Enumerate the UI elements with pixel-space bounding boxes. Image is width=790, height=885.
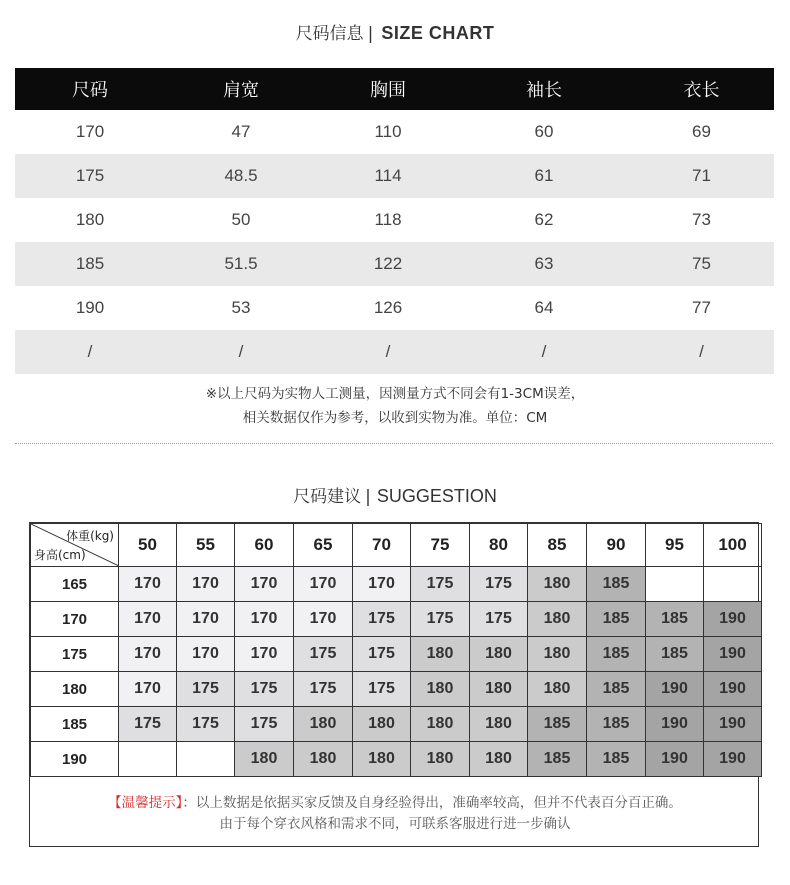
- suggested-size-cell: 180: [528, 672, 587, 707]
- suggested-size-cell: 180: [470, 707, 528, 742]
- size-chart-cell: /: [15, 330, 165, 374]
- weight-header: 55: [177, 524, 235, 567]
- suggested-size-cell: 180: [353, 742, 411, 777]
- size-chart-cell: 170: [75, 122, 105, 141]
- weight-header: 65: [294, 524, 353, 567]
- size-chart-cell: 75: [629, 242, 774, 286]
- size-chart-cell: 175: [15, 154, 165, 198]
- note-line-2: 相关数据仅作为参考，以收到实物为准。单位：CM: [242, 410, 548, 426]
- suggested-size-cell: 190: [704, 707, 762, 742]
- weight-header: 75: [411, 524, 470, 567]
- suggested-size-cell: 180: [470, 637, 528, 672]
- suggested-size-cell: 175: [177, 672, 235, 707]
- size-chart-cell: 114: [317, 154, 459, 198]
- suggested-size-cell: 185: [528, 742, 587, 777]
- suggestion-header-row: [31, 524, 762, 567]
- suggested-size-cell: 175: [353, 602, 411, 637]
- height-header: 180: [31, 672, 119, 707]
- suggested-size-cell: [646, 567, 704, 602]
- height-header: 170: [31, 602, 119, 637]
- size-chart-cell: 47: [231, 122, 251, 141]
- suggestion-row: [31, 707, 762, 742]
- weight-header: 90: [587, 524, 646, 567]
- size-chart-row: [15, 242, 774, 286]
- corner-weight-label: 体重(kg): [66, 529, 114, 543]
- title-en: SIZE CHART: [381, 23, 495, 43]
- suggestion-box: [29, 522, 759, 847]
- size-chart-cell: 48.5: [165, 154, 317, 198]
- suggested-size-cell: 180: [470, 742, 528, 777]
- height-header: 175: [31, 637, 119, 672]
- suggested-size-cell: 180: [235, 742, 294, 777]
- weight-header: 80: [470, 524, 528, 567]
- suggestion-title-separator: |: [365, 487, 371, 507]
- suggestion-row: [31, 567, 762, 602]
- suggested-size-cell: 190: [646, 672, 704, 707]
- size-chart-row: [15, 330, 774, 374]
- size-chart-cell: 51.5: [165, 242, 317, 286]
- size-chart-cell: 190: [75, 298, 105, 317]
- suggested-size-cell: 185: [646, 602, 704, 637]
- suggested-size-cell: 175: [294, 672, 353, 707]
- suggested-size-cell: [119, 742, 177, 777]
- suggested-size-cell: 180: [528, 567, 587, 602]
- size-chart-title: [0, 20, 790, 46]
- size-chart-cell: 63: [459, 242, 629, 286]
- suggested-size-cell: 175: [470, 567, 528, 602]
- suggested-size-cell: 175: [353, 672, 411, 707]
- note-line-1: ※以上尺码为实物人工测量，因测量方式不同会有1-3CM误差，: [205, 386, 585, 402]
- suggested-size-cell: 170: [235, 567, 294, 602]
- height-header: 165: [31, 567, 119, 602]
- suggested-size-cell: 170: [177, 602, 235, 637]
- suggested-size-cell: 175: [177, 707, 235, 742]
- size-chart-cell: 110: [374, 122, 402, 141]
- size-chart-cell: 185: [15, 242, 165, 286]
- suggested-size-cell: 175: [470, 602, 528, 637]
- measurement-note: [0, 382, 790, 430]
- corner-height-label: 身高(cm): [34, 548, 86, 562]
- size-chart-cell: 50: [231, 210, 251, 229]
- weight-header: 85: [528, 524, 587, 567]
- height-header: 190: [31, 742, 119, 777]
- suggested-size-cell: 180: [528, 602, 587, 637]
- size-chart-cell: 64: [534, 298, 554, 317]
- suggested-size-cell: 170: [294, 567, 353, 602]
- suggested-size-cell: 170: [294, 602, 353, 637]
- suggested-size-cell: 185: [587, 707, 646, 742]
- suggested-size-cell: 170: [235, 602, 294, 637]
- suggested-size-cell: 170: [119, 567, 177, 602]
- size-chart-cell: 62: [534, 210, 554, 229]
- suggested-size-cell: 190: [704, 602, 762, 637]
- suggested-size-cell: 185: [528, 707, 587, 742]
- suggested-size-cell: 180: [294, 707, 353, 742]
- weight-header: 95: [646, 524, 704, 567]
- suggested-size-cell: 170: [235, 637, 294, 672]
- suggestion-row: [31, 672, 762, 707]
- size-chart-cell: 69: [692, 122, 711, 141]
- size-chart-row: [15, 286, 774, 330]
- suggested-size-cell: 175: [411, 567, 470, 602]
- suggested-size-cell: [704, 567, 762, 602]
- suggested-size-cell: 190: [704, 637, 762, 672]
- suggested-size-cell: [177, 742, 235, 777]
- height-header: 185: [31, 707, 119, 742]
- dotted-divider: [15, 443, 773, 444]
- suggested-size-cell: 185: [587, 672, 646, 707]
- size-chart-column-header: 衣长: [629, 68, 774, 110]
- suggested-size-cell: 170: [119, 672, 177, 707]
- suggested-size-cell: 170: [119, 602, 177, 637]
- size-chart-cell: 71: [629, 154, 774, 198]
- title-separator: |: [367, 24, 374, 44]
- suggested-size-cell: 175: [235, 672, 294, 707]
- suggested-size-cell: 180: [528, 637, 587, 672]
- size-chart-table: [15, 68, 774, 374]
- suggested-size-cell: 185: [587, 637, 646, 672]
- suggested-size-cell: 170: [353, 567, 411, 602]
- size-chart-row: [15, 154, 774, 198]
- tip-line-1-text: ：以上数据是依据买家反馈及自身经验得出，准确率较高，但并不代表百分百正确。: [182, 795, 682, 811]
- suggested-size-cell: 185: [587, 602, 646, 637]
- suggested-size-cell: 185: [587, 742, 646, 777]
- suggested-size-cell: 180: [411, 742, 470, 777]
- size-chart-cell: 180: [75, 210, 105, 229]
- suggested-size-cell: 175: [294, 637, 353, 672]
- size-chart-column-header: 袖长: [459, 68, 629, 110]
- size-chart-cell: 53: [231, 298, 251, 317]
- suggested-size-cell: 175: [119, 707, 177, 742]
- suggestion-title: [0, 482, 790, 507]
- suggested-size-cell: 180: [353, 707, 411, 742]
- size-chart-cell: /: [317, 330, 459, 374]
- size-chart-cell: /: [165, 330, 317, 374]
- suggested-size-cell: 185: [646, 637, 704, 672]
- weight-header: 100: [704, 524, 762, 567]
- size-chart-cell: 61: [459, 154, 629, 198]
- size-chart-row: [15, 198, 774, 242]
- suggested-size-cell: 190: [704, 742, 762, 777]
- size-chart-column-header: 肩宽: [165, 68, 317, 110]
- suggestion-row: [31, 637, 762, 672]
- size-chart-header-row: [15, 68, 774, 110]
- suggestion-row: [31, 602, 762, 637]
- suggested-size-cell: 180: [294, 742, 353, 777]
- weight-header: 70: [353, 524, 411, 567]
- title-cn: 尺码信息: [295, 24, 364, 44]
- suggested-size-cell: 180: [411, 637, 470, 672]
- suggestion-title-cn: 尺码建议: [293, 487, 362, 507]
- size-chart-cell: 126: [373, 298, 403, 317]
- suggested-size-cell: 180: [411, 672, 470, 707]
- size-chart-cell: 122: [317, 242, 459, 286]
- size-chart-cell: /: [629, 330, 774, 374]
- suggested-size-cell: 175: [235, 707, 294, 742]
- suggested-size-cell: 185: [587, 567, 646, 602]
- corner-cell: [31, 524, 119, 567]
- suggestion-row: [31, 742, 762, 777]
- size-chart-cell: 77: [692, 298, 711, 317]
- tip-label: 【温馨提示】: [108, 795, 183, 811]
- suggested-size-cell: 175: [411, 602, 470, 637]
- suggested-size-cell: 190: [646, 742, 704, 777]
- suggestion-title-en: SUGGESTION: [376, 486, 497, 506]
- tip-text: [30, 793, 760, 835]
- tip-line-2: 由于每个穿衣风格和需求不同，可联系客服进行进一步确认: [219, 816, 571, 832]
- size-chart-row: [15, 110, 774, 154]
- suggested-size-cell: 180: [470, 672, 528, 707]
- size-chart-cell: 60: [534, 122, 554, 141]
- size-chart-column-header: 尺码: [15, 68, 165, 110]
- suggested-size-cell: 170: [119, 637, 177, 672]
- suggested-size-cell: 170: [177, 567, 235, 602]
- tip-line-1: [30, 793, 760, 814]
- size-chart-cell: 118: [374, 210, 402, 229]
- suggested-size-cell: 170: [177, 637, 235, 672]
- weight-header: 60: [235, 524, 294, 567]
- weight-header: 50: [119, 524, 177, 567]
- suggested-size-cell: 180: [411, 707, 470, 742]
- size-chart-cell: 73: [692, 210, 711, 229]
- suggested-size-cell: 175: [353, 637, 411, 672]
- size-chart-column-header: 胸围: [317, 68, 459, 110]
- suggestion-table: [30, 523, 762, 777]
- suggested-size-cell: 190: [646, 707, 704, 742]
- size-chart-cell: /: [459, 330, 629, 374]
- suggested-size-cell: 190: [704, 672, 762, 707]
